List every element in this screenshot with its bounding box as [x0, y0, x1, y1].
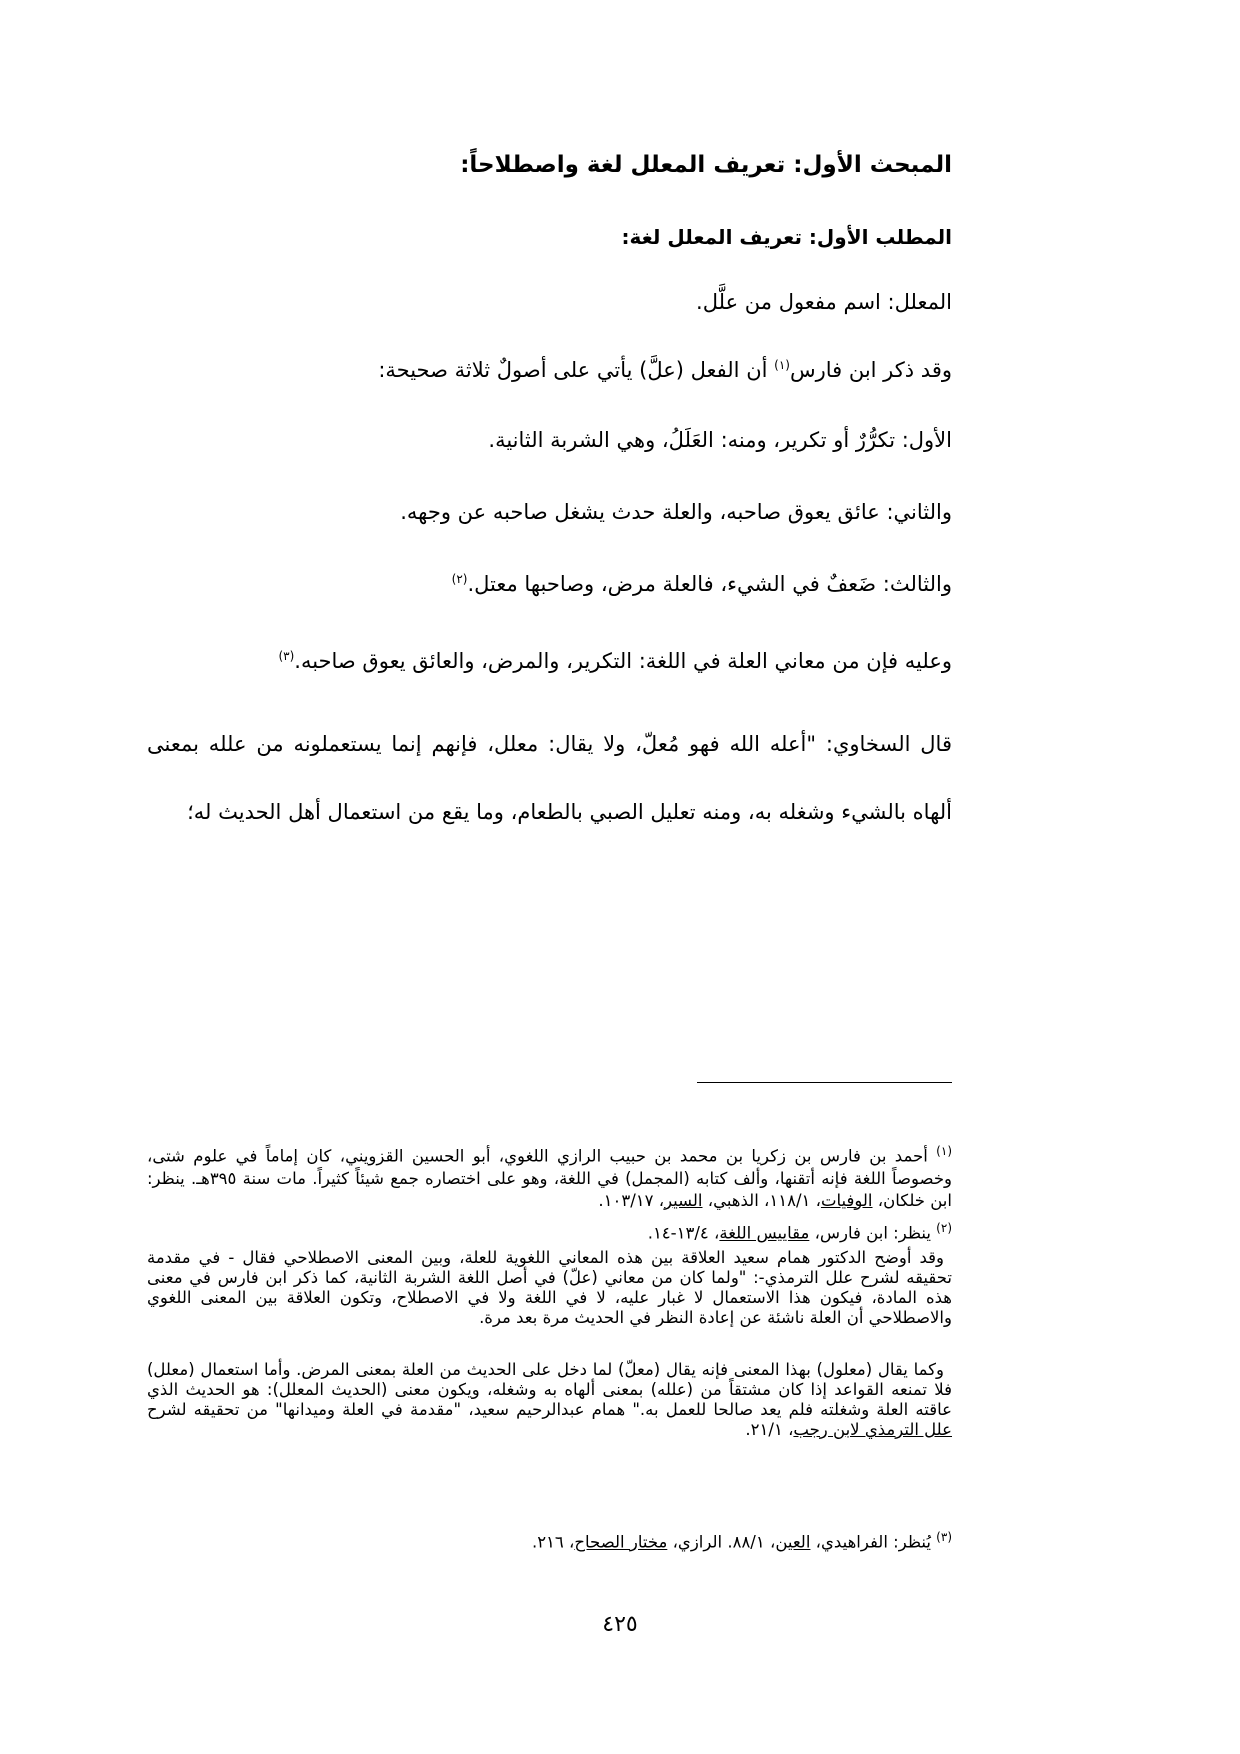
- page-number: ٤٢٥: [602, 1612, 638, 1637]
- citation-title: مختار الصحاح: [574, 1532, 668, 1552]
- footnote: [147, 1248, 952, 1328]
- footnote-number: (٣): [936, 1530, 952, 1544]
- subsection-heading: المطلب الأول: تعريف المعلل لغة:: [621, 225, 952, 249]
- footnote-ref[interactable]: (٢): [451, 572, 468, 586]
- paragraph-line: ألهاه بالشيء وشغله به، ومنه تعليل الصبي بالطعام، وما يقع من استعمال أهل الحديث له؛: [187, 800, 952, 824]
- text: والثالث: ضَعفٌ في الشيء، فالعلة مرض، وصاحبها معتل.: [467, 572, 952, 596]
- paragraph: [147, 649, 952, 673]
- footnote-text: ، ١١٨/١، الذهبي،: [702, 1190, 821, 1210]
- footnote-text: ينظر: ابن فارس،: [809, 1223, 937, 1243]
- footnote-text: وكما يقال (معلول) بهذا المعنى فإنه يقال (معلّ) لما دخل على الحديث من العلة بمعنى المرض. وأما استعمال (معلل) فلا تمنعه القواعد إذا كان مشتقاً من (علله) بمعنى ألهاه به وشغله، ويكون معنى (الحديث المعلل): هو الحديث الذي عاقته العلة وشغلته فلم يعد صالحا للعمل به." همام عبدالرحيم سعيد، "مقدمة في العلة وميدانها" من تحقيقه لشرح: [147, 1360, 952, 1419]
- footnote-text: أحمد بن فارس بن زكريا بن محمد بن حبيب الرازي اللغوي، أبو الحسين القزويني، كان إماماً في علوم شتى، وخصوصاً اللغة فإنه أتقنها، وألف كتابه (المجمل) في اللغة، وهو على اختصاره جمع شيئاً كثيراً. مات سنة ٣٩٥هـ. ينظر: ابن خلكان،: [147, 1146, 952, 1210]
- paragraph: [147, 572, 952, 596]
- footnote-text: يُنظر: الفراهيدي،: [810, 1532, 937, 1552]
- footnote-ref[interactable]: (١): [774, 358, 790, 372]
- citation-title: مقاييس اللغة: [719, 1223, 810, 1243]
- footnote-number: (٢): [936, 1221, 952, 1235]
- footnote-text: ، ٨٨/١. الرازي،: [667, 1532, 776, 1552]
- footnote: [147, 1218, 952, 1244]
- footnote-ref[interactable]: (٣): [278, 649, 295, 663]
- footnote-text: وقد أوضح الدكتور همام سعيد العلاقة بين هذه المعاني اللغوية للعلة، وبين المعنى الاصطلاحي فقال - في مقدمة تحقيقه لشرح علل الترمذي-: "ولما كان من معاني (علّ) في أصل اللغة الشربة الثانية، كما ذكر ابن فارس في معنى هذه المادة، فيكون هذا الاستعمال لا غبار عليه، لا في اللغة ولا في الاصطلاح، وتكون العلاقة بين المعنى اللغوي والاصطلاحي أن العلة ناشئة عن إعادة النظر في الحديث مرة بعد مرة.: [147, 1248, 952, 1327]
- footnote: [147, 1527, 952, 1553]
- section-heading: المبحث الأول: تعريف المعلل لغة واصطلاحاً:: [460, 152, 952, 178]
- footnote: [147, 1140, 952, 1212]
- footnote-text: ، ١٣/٤-١٤.: [647, 1223, 720, 1243]
- paragraph: الأول: تكرُّرٌ أو تكرير، ومنه: العَلَلُ، وهي الشربة الثانية.: [488, 428, 952, 452]
- footnote-text: ، ٢١٦.: [531, 1532, 575, 1552]
- text: وعليه فإن من معاني العلة في اللغة: التكرير، والمرض، والعائق يعوق صاحبه.: [294, 649, 952, 673]
- text: وقد ذكر ابن فارس: [789, 358, 952, 382]
- paragraph: [147, 358, 952, 382]
- footnote: [147, 1360, 952, 1440]
- footnote-text: ، ١٠٣/١٧.: [598, 1190, 665, 1210]
- citation-title: السير: [664, 1190, 703, 1210]
- footnote-separator: [697, 1082, 952, 1083]
- footnote-number: (١): [936, 1144, 952, 1158]
- text: أن الفعل (علَّ) يأتي على أصولٌ ثلاثة صحيحة:: [378, 358, 775, 382]
- citation-title: الوفيات: [820, 1190, 873, 1210]
- paragraph: والثاني: عائق يعوق صاحبه، والعلة حدث يشغل صاحبه عن وجهه.: [400, 500, 952, 524]
- paragraph-line: قال السخاوي: "أعله الله فهو مُعلّ، ولا يقال: معلل، فإنهم إنما يستعملونه من علله بمعنى: [147, 732, 952, 756]
- footnote-text: ، ٢١/١.: [745, 1420, 794, 1439]
- citation-title: العين: [775, 1532, 811, 1552]
- paragraph: المعلل: اسم مفعول من علَّل.: [696, 290, 952, 314]
- citation-title: علل الترمذي لابن رجب: [793, 1420, 952, 1439]
